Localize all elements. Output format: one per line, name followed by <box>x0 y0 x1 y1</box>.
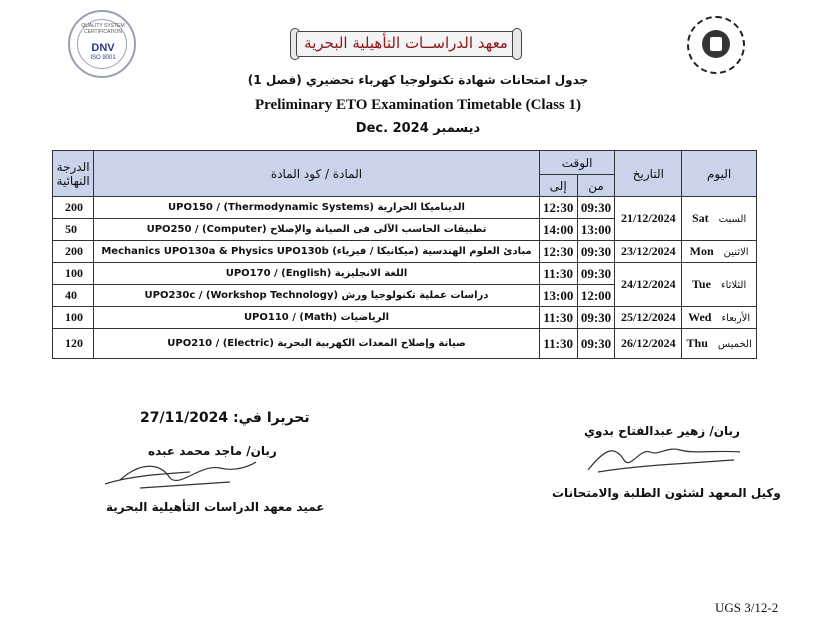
document-code: UGS 3/12-2 <box>715 600 779 615</box>
table-row <box>53 329 757 359</box>
time-to-cell: 13:00 <box>539 285 577 307</box>
subject-cell: تطبيقات الحاسب الآلى فى الصيانة والإصلاح (UPO250 / (Computer <box>94 219 539 241</box>
day-english: Tue <box>692 277 711 291</box>
day-arabic: الثلاثاء <box>720 280 747 291</box>
time-from-cell: 09:30 <box>577 197 615 219</box>
grade-cell: 50 <box>53 219 94 241</box>
scroll-curl-right <box>512 28 522 60</box>
grade-cell: 100 <box>53 263 94 285</box>
day-cell <box>682 329 757 359</box>
day-english: Sat <box>692 211 709 225</box>
date-cell: 26/12/2024 <box>615 329 682 359</box>
time-from-cell: 12:00 <box>577 285 615 307</box>
day-english: Thu <box>686 336 708 350</box>
header-day: اليوم <box>682 151 757 197</box>
logo-standard: ISO 9001 <box>90 55 116 61</box>
day-arabic: السبت <box>718 214 747 225</box>
subject-cell: دراسات عملية تكنولوجيا ورش (UPO230c / (Workshop Technology <box>94 285 539 307</box>
logo-ring-text: QUALITY SYSTEM CERTIFICATION <box>81 23 125 35</box>
subject-cell: الديناميكا الحرارية (UPO150 / (Thermodynamic Systems <box>94 197 539 219</box>
logo-brand: DNV <box>91 42 115 54</box>
subject-cell: اللغة الانجليزية (UPO170 / (English <box>94 263 539 285</box>
time-to-cell: 11:30 <box>539 307 577 329</box>
title-english: Preliminary ETO Examination Timetable (Class 1) <box>255 97 581 113</box>
dean-name: ربان/ ماجد محمد عبده <box>148 444 277 458</box>
title-arabic: جدول امتحانات شهادة تكنولوجيا كهرباء تحضيري (فصل 1) <box>247 73 589 87</box>
grade-cell: 100 <box>53 307 94 329</box>
institute-name-banner <box>290 28 522 62</box>
time-from-cell: 09:30 <box>577 329 615 359</box>
grade-cell: 200 <box>53 241 94 263</box>
table-row <box>53 263 757 285</box>
day-cell <box>682 263 757 307</box>
day-cell <box>682 241 757 263</box>
vice-dean-title: وكيل المعهد لشئون الطلبة والامتحانات <box>552 486 781 500</box>
header-to: إلى <box>539 175 577 197</box>
emblem-core <box>702 30 730 58</box>
header-subject: المادة / كود المادة <box>94 151 539 197</box>
day-cell <box>682 307 757 329</box>
date-cell: 23/12/2024 <box>615 241 682 263</box>
day-arabic: الخميس <box>717 339 752 350</box>
time-from-cell: 09:30 <box>577 241 615 263</box>
subject-cell: صيانة وإصلاح المعدات الكهربية البحرية (UPO210 / (Electric <box>94 329 539 359</box>
header-from: من <box>577 175 615 197</box>
subject-cell: مبادئ العلوم الهندسية (ميكانيكا / فيزياء) Mechanics UPO130a & Physics UPO130b <box>94 241 539 263</box>
exam-timetable <box>52 150 757 359</box>
date-cell: 25/12/2024 <box>615 307 682 329</box>
institution-emblem <box>683 14 753 80</box>
time-to-cell: 11:30 <box>539 329 577 359</box>
date-cell: 21/12/2024 <box>615 197 682 241</box>
dean-signature <box>100 454 260 494</box>
header-date: التاريخ <box>615 151 682 197</box>
header-grade: الدرجة النهائية <box>53 151 94 197</box>
grade-cell: 200 <box>53 197 94 219</box>
grade-cell: 120 <box>53 329 94 359</box>
day-arabic: الأربعاء <box>721 313 751 324</box>
table-row <box>53 307 757 329</box>
table-row <box>53 197 757 219</box>
time-to-cell: 12:30 <box>539 241 577 263</box>
date-cell: 24/12/2024 <box>615 263 682 307</box>
vice-dean-signature <box>584 440 744 476</box>
day-english: Wed <box>688 310 712 324</box>
grade-cell: 40 <box>53 285 94 307</box>
time-to-cell: 11:30 <box>539 263 577 285</box>
time-from-cell: 09:30 <box>577 263 615 285</box>
header-time: الوقت <box>539 151 615 175</box>
subject-cell: الرياضيات (UPO110 / (Math <box>94 307 539 329</box>
table-row <box>53 241 757 263</box>
institute-name: معهد الدراســات التأهيلية البحرية <box>304 34 508 52</box>
issue-date: تحريرا في: 27/11/2024 <box>140 410 310 426</box>
day-cell <box>682 197 757 241</box>
timetable-month: Dec. 2024 ديسمبر <box>355 121 481 136</box>
dean-title: عميد معهد الدراسات التأهيلية البحرية <box>106 500 325 514</box>
time-from-cell: 09:30 <box>577 307 615 329</box>
time-from-cell: 13:00 <box>577 219 615 241</box>
time-to-cell: 14:00 <box>539 219 577 241</box>
time-to-cell: 12:30 <box>539 197 577 219</box>
day-arabic: الاثنين <box>723 247 749 258</box>
vice-dean-name: ربان/ زهير عبدالفتاح بدوي <box>584 424 740 438</box>
day-english: Mon <box>689 244 714 258</box>
